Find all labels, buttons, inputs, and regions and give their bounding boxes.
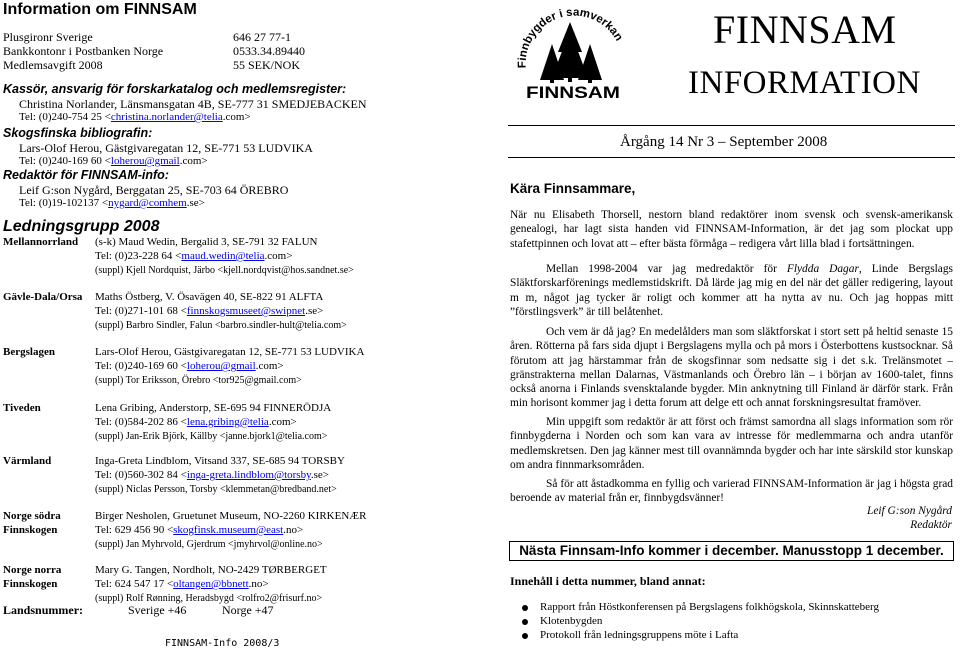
- email-link[interactable]: skogfinsk.museum@east: [173, 524, 284, 536]
- contents-item: Protokoll från ledningsgruppens möte i Lafta: [540, 629, 739, 641]
- email-link[interactable]: inga-greta.lindblom@torsby: [186, 469, 311, 481]
- phone-text: Tel: (0)240-169 60 <: [19, 155, 111, 167]
- phone-text: Tel: 629 456 90 <: [95, 524, 174, 536]
- letter-paragraph: Och vem är då jag? En medelålders man som släktforskat i stort sett på heltid senaste 15 åren. Rötterna på fars sida djupt i Bergslagens mylla och på mors i Österbottens kustsocknar. Så förutom att jag härstammar från de skogsfinnar som nedsatte sig i det s.k. Trelänsmotet – gränstrakterna mellan Dalarnas, Västmanlands och Örebro län – i början av 1600-talet, finns också anorna i Finlands svensktalande bygder. Min anknytning till Finland är därför stark. Från min horisont kommer jag i detta forum att delge ett och annat forskningsresultat framöver.: [510, 326, 953, 410]
- contact-line: [95, 305, 323, 317]
- region-contact: Lars-Olof Herou, Gästgivaregatan 12, SE-771 53 LUDVIKA: [95, 346, 365, 358]
- contact-role: Kassör, ansvarig för forskarkatalog och medlemsregister:: [3, 82, 347, 96]
- bullet-icon: [522, 619, 528, 625]
- email-link[interactable]: christina.norlander@telia: [110, 111, 223, 123]
- region-contact: Lena Gribing, Anderstorp, SE-695 94 FINNERÖDJA: [95, 402, 332, 414]
- masthead-subtitle: INFORMATION: [688, 65, 921, 101]
- region-suppl: (suppl) Tor Eriksson, Örebro <tor925@gmail.com>: [95, 375, 302, 386]
- region-contact: Mary G. Tangen, Nordholt, NO-2429 TØRBERGET: [95, 564, 327, 576]
- account-value: 55 SEK/NOK: [233, 58, 301, 72]
- email-tail: .se>: [186, 197, 205, 209]
- email-link[interactable]: lena.gribing@telia: [186, 416, 269, 428]
- email-tail: .no>: [283, 524, 304, 536]
- region-name: Tiveden: [3, 402, 41, 414]
- region-name: Bergslagen: [3, 346, 55, 358]
- email-tail: .se>: [305, 305, 324, 317]
- contact-address: Leif G:son Nygård, Berggatan 25, SE-703 64 ÖREBRO: [19, 183, 289, 197]
- svg-text:FINNSAM: FINNSAM: [526, 83, 620, 102]
- contact-address: Christina Norlander, Länsmansgatan 4B, SE-777 31 SMEDJEBACKEN: [19, 97, 367, 111]
- contents-item: Klotenbygden: [540, 615, 603, 627]
- phone-text: Tel: (0)271-101 68 <: [95, 305, 187, 317]
- contents-title: Innehåll i detta nummer, bland annat:: [510, 574, 706, 588]
- contact-address: Lars-Olof Herou, Gästgivaregatan 12, SE-771 53 LUDVIKA: [19, 141, 313, 155]
- region-suppl: (suppl) Barbro Sindler, Falun <barbro.sindler-hult@telia.com>: [95, 320, 347, 331]
- svg-text:Finnbygder i samverkan: Finnbygder i samverkan: [516, 6, 625, 69]
- bullet-icon: [522, 605, 528, 611]
- phone-text: Tel: (0)19-102137 <: [19, 197, 109, 209]
- region-name: Mellannorrland: [3, 236, 79, 248]
- account-label: Medlemsavgift 2008: [3, 58, 103, 72]
- region-contact: (s-k) Maud Wedin, Bergalid 3, SE-791 32 FALUN: [95, 236, 318, 248]
- finnsam-logo: [512, 0, 634, 102]
- region-suppl: (suppl) Jan-Erik Björk, Källby <janne.bjork1@telia.com>: [95, 431, 328, 442]
- email-tail: .com>: [179, 155, 208, 167]
- contact-line: [95, 250, 292, 262]
- email-link[interactable]: finnskogsmuseet@swipnet: [186, 305, 306, 317]
- signature-name: Leif G:son Nygård: [866, 505, 952, 517]
- contact-line: [19, 111, 251, 123]
- region-contact: Inga-Greta Lindblom, Vitsand 337, SE-685 94 TORSBY: [95, 455, 345, 467]
- issue-info: Årgång 14 Nr 3 – September 2008: [620, 134, 828, 150]
- contact-line: [95, 360, 284, 372]
- region-contact: Birger Nesholen, Gruetunet Museum, NO-2260 KIRKENÆR: [95, 510, 367, 522]
- contact-line: [95, 416, 297, 428]
- letter-paragraph: Mellan 1998-2004 var jag medredaktör för Flydda Dagar, Linde Bergslags Släktforskarförenings medlemstidskrift. Då lärde jag mig en del när det gäller redigering, layout m m, något jag tycker är roligt och kommer att ha nytta av nu. Och jag hoppas mitt ”förstlingsverk” är till belåtenhet.: [510, 263, 953, 318]
- tree-icon: [540, 22, 602, 83]
- email-tail: .com>: [264, 250, 293, 262]
- email-tail: .no>: [248, 578, 269, 590]
- title-rule-2: [508, 157, 955, 158]
- phone-text: Tel: (0)23-228 64 <: [95, 250, 182, 262]
- account-label: Plusgironr Sverige: [3, 30, 93, 44]
- phone-text: Tel: (0)560-302 84 <: [95, 469, 187, 481]
- landsnummer-label: Landsnummer:: [3, 603, 84, 617]
- email-tail: .com>: [255, 360, 284, 372]
- bullet-icon: [522, 633, 528, 639]
- contact-line: [95, 469, 329, 481]
- landsnummer-sweden: Sverige +46: [128, 603, 187, 617]
- region-suppl: (suppl) Kjell Nordquist, Järbo <kjell.nordqvist@hos.sandnet.se>: [95, 265, 354, 276]
- email-link[interactable]: nygard@comhem: [108, 197, 187, 209]
- phone-text: Tel: 624 547 17 <: [95, 578, 174, 590]
- contact-role: Redaktör för FINNSAM-info:: [3, 168, 169, 182]
- masthead-title: FINNSAM: [713, 7, 897, 52]
- account-label: Bankkontonr i Postbanken Norge: [3, 44, 164, 58]
- phone-text: Tel: (0)584-202 86 <: [95, 416, 187, 428]
- email-tail: .se>: [310, 469, 329, 481]
- email-tail: .com>: [268, 416, 297, 428]
- account-value: 0533.34.89440: [233, 44, 305, 58]
- title-rule-1: [508, 125, 955, 126]
- region-name: Gävle-Dala/Orsa: [3, 291, 83, 303]
- region-name: Värmland: [3, 455, 52, 467]
- email-link[interactable]: loherou@gmail: [110, 155, 180, 167]
- letter-paragraph: När nu Elisabeth Thorsell, nestorn bland redaktörer inom svensk och svensk-amerikansk genealogi, har lagt sista handen vid FINNSAM-Information, är det jag som plockat upp stafettpinnen och lovat att – efter bästa förmåga – redigera vårt lilla blad i fortsättningen.: [510, 209, 953, 250]
- contact-line: [95, 578, 269, 590]
- page-footer: FINNSAM-Info 2008/3: [165, 638, 280, 649]
- email-link[interactable]: oltangen@bbnett: [173, 578, 249, 590]
- group-title: Ledningsgrupp 2008: [3, 218, 160, 235]
- contact-line: [95, 524, 303, 536]
- region-name: Norge södra: [3, 510, 61, 522]
- phone-text: Tel: (0)240-754 25 <: [19, 111, 111, 123]
- email-tail: .com>: [222, 111, 251, 123]
- email-link[interactable]: maud.wedin@telia: [181, 250, 265, 262]
- next-issue-text: Nästa Finnsam-Info kommer i december. Manusstopp 1 december.: [519, 543, 944, 558]
- account-value: 646 27 77-1: [233, 30, 291, 44]
- magazine-name: Flydda Dagar: [786, 263, 859, 275]
- email-link[interactable]: loherou@gmail: [186, 360, 256, 372]
- page-heading: Information om FINNSAM: [3, 1, 197, 18]
- region-contact: Maths Östberg, V. Ösavägen 40, SE-822 91 ALFTA: [95, 291, 324, 303]
- greeting: Kära Finnsammare,: [510, 181, 636, 196]
- landsnummer-norway: Norge +47: [222, 603, 274, 617]
- region-name-2: Finnskogen: [3, 578, 58, 590]
- contact-role: Skogsfinska bibliografin:: [3, 126, 153, 140]
- region-suppl: (suppl) Jan Myhrvold, Gjerdrum <jmyhrvol@online.no>: [95, 539, 323, 550]
- region-name-2: Finnskogen: [3, 524, 58, 536]
- phone-text: Tel: (0)240-169 60 <: [95, 360, 187, 372]
- letter-paragraph: Så för att åstadkomma en fyllig och varierad FINNSAM-Information är jag i högsta grad beroende av material från er, finnbygdsvänner!: [510, 478, 953, 505]
- contact-line: [19, 155, 208, 167]
- region-suppl: (suppl) Niclas Persson, Torsby <klemmetan@bredband.net>: [95, 484, 337, 495]
- contact-line: [19, 197, 205, 209]
- region-name: Norge norra: [3, 564, 62, 576]
- next-issue-notice: [509, 541, 954, 561]
- region-suppl: (suppl) Rolf Rønning, Heradsbygd <rolfro2@frisurf.no>: [95, 593, 323, 604]
- contents-item: Rapport från Höstkonferensen på Bergslagens folkhögskola, Skinnskatteberg: [540, 601, 879, 613]
- signature-role: Redaktör: [910, 519, 952, 531]
- letter-paragraph: Min uppgift som redaktör är att först och främst samordna all slags information som rör finnbygderna i Norden och som kan vara av intresse för medlemmarna och andra utanför medlemskretsen. Den jag känner mest till ovannämnda bygder och har inte särskild stor kunskap om andra finnmarksområden.: [510, 416, 953, 471]
